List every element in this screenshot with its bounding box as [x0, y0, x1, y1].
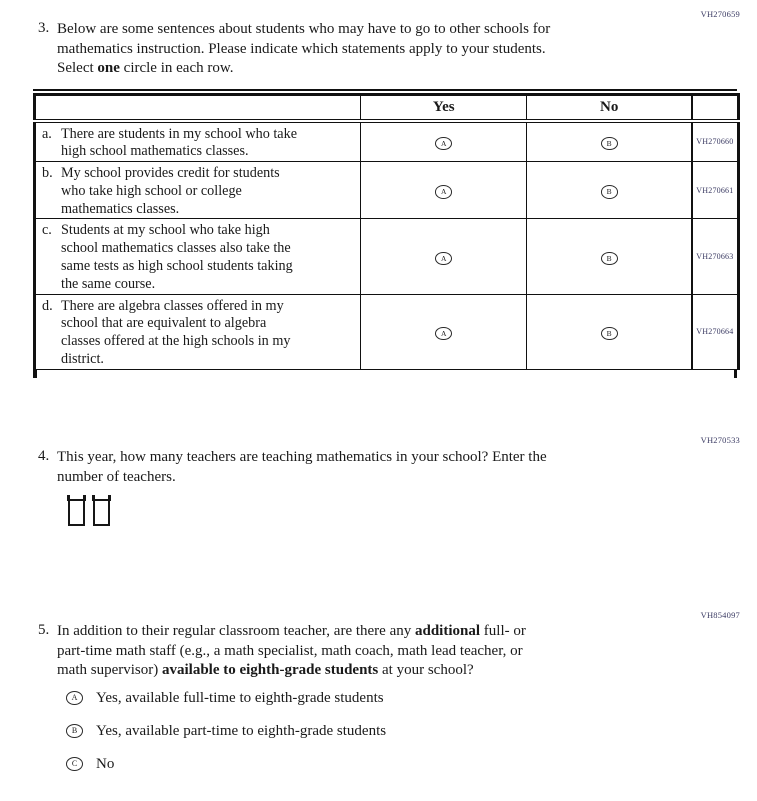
table-border-extension [734, 370, 737, 378]
yes-option-c[interactable] [361, 219, 527, 294]
row-code: VH270663 [692, 219, 738, 294]
question-5-line1-post: full- or [480, 623, 526, 639]
code-header-cell [692, 94, 738, 121]
statement-cell-b [35, 162, 361, 219]
circled-b-icon[interactable]: B [601, 327, 618, 341]
option-no[interactable] [66, 755, 526, 775]
circled-b-icon[interactable]: B [601, 252, 618, 266]
question-5-line3 [57, 661, 526, 681]
question-3 [38, 20, 550, 79]
question-3-number: 3. [38, 20, 50, 36]
circled-c-icon[interactable]: C [66, 757, 83, 771]
table-row [35, 294, 739, 369]
statement-line: the same course. [61, 275, 156, 292]
no-option-b[interactable] [527, 162, 693, 219]
table-row [35, 219, 739, 294]
question-5-text [57, 622, 526, 788]
teacher-count-box-tens[interactable] [68, 499, 85, 526]
question-3-line3 [57, 59, 550, 79]
circled-a-icon[interactable]: A [435, 185, 452, 199]
statement-header-cell [35, 94, 361, 121]
question-5-line1 [57, 622, 526, 642]
circled-a-icon[interactable]: A [435, 137, 452, 151]
option-label: Yes, available part-time to eighth-grade students [96, 722, 387, 739]
question-4 [38, 448, 547, 487]
row-code: VH270664 [692, 294, 738, 369]
table-top-rule [33, 89, 737, 91]
question-3-line1: Below are some sentences about students who may have to go to other schools for [57, 21, 551, 37]
question-5-line1-bold: additional [415, 623, 481, 639]
teacher-count-box-ones[interactable] [93, 499, 110, 526]
column-header-no: No [527, 94, 693, 121]
statement-line: Students at my school who take high [61, 222, 270, 239]
row-code: VH270660 [692, 121, 738, 162]
row-letter: d. [42, 297, 53, 314]
row-code: VH270661 [692, 162, 738, 219]
circled-a-icon[interactable]: A [435, 252, 452, 266]
question-3-line3-bold: one [97, 60, 120, 76]
column-header-yes: Yes [361, 94, 527, 121]
question-3-line3-pre: Select [57, 60, 98, 76]
statement-cell-a [35, 121, 361, 162]
form-code-q3: VH270659 [700, 9, 740, 19]
row-letter: b. [42, 165, 53, 182]
circled-b-icon[interactable]: B [601, 185, 618, 199]
question-5-number: 5. [38, 622, 50, 638]
teacher-count-entry [68, 499, 110, 526]
question-5-line1-pre: In addition to their regular classroom teacher, are there any [57, 623, 415, 639]
row-letter: a. [42, 125, 52, 142]
statement-line: There are algebra classes offered in my [61, 297, 284, 314]
statement-line: There are students in my school who take [61, 125, 297, 142]
statement-line: same tests as high school students taking [61, 258, 293, 275]
option-yes-part-time[interactable] [66, 722, 526, 742]
table-border-extension [33, 370, 37, 378]
circled-a-icon[interactable]: A [435, 327, 452, 341]
statement-line: school that are equivalent to algebra [61, 315, 267, 332]
question-4-line1: This year, how many teachers are teaching mathematics in your school? Enter the [57, 449, 547, 465]
table-header-row [35, 94, 739, 121]
question-4-number: 4. [38, 448, 50, 464]
question-5-line3-post: at your school? [378, 662, 474, 678]
form-code-q4: VH270533 [700, 435, 740, 445]
form-code-q5: VH854097 [700, 610, 740, 620]
question-5-line2: part-time math staff (e.g., a math specialist, math coach, math lead teacher, or [57, 642, 523, 659]
question-5-line3-pre: math supervisor) [57, 662, 162, 678]
question-3-text [57, 20, 550, 79]
option-yes-full-time[interactable] [66, 689, 526, 709]
row-letter: c. [42, 222, 52, 239]
q3-response-table-wrapper [33, 89, 737, 370]
yes-option-b[interactable] [361, 162, 527, 219]
question-5-line3-bold: available to eighth-grade students [161, 662, 379, 678]
statement-line: My school provides credit for students [61, 165, 280, 182]
no-option-c[interactable] [527, 219, 693, 294]
statement-cell-d [35, 294, 361, 369]
option-label: No [96, 755, 115, 772]
circled-b-icon[interactable]: B [601, 137, 618, 151]
question-5-options [57, 689, 526, 775]
yes-option-a[interactable] [361, 121, 527, 162]
question-5 [38, 622, 526, 788]
statement-line: high school mathematics classes. [61, 143, 249, 160]
statement-line: mathematics classes. [61, 200, 180, 217]
yes-option-d[interactable] [361, 294, 527, 369]
no-option-d[interactable] [527, 294, 693, 369]
question-3-line3-post: circle in each row. [119, 60, 234, 76]
q3-response-table [33, 93, 740, 370]
table-row [35, 162, 739, 219]
question-4-line2: number of teachers. [57, 468, 176, 485]
question-4-text [57, 448, 547, 487]
circled-a-icon[interactable]: A [66, 691, 83, 705]
circled-b-icon[interactable]: B [66, 724, 83, 738]
statement-line: school mathematics classes also take the [61, 240, 291, 257]
no-option-a[interactable] [527, 121, 693, 162]
statement-line: who take high school or college [61, 182, 242, 199]
question-3-line2: mathematics instruction. Please indicate which statements apply to your students. [57, 40, 546, 57]
statement-line: classes offered at the high schools in my [61, 333, 291, 350]
option-label: Yes, available full-time to eighth-grade students [96, 689, 384, 706]
statement-line: district. [61, 351, 104, 368]
statement-cell-c [35, 219, 361, 294]
table-row [35, 121, 739, 162]
